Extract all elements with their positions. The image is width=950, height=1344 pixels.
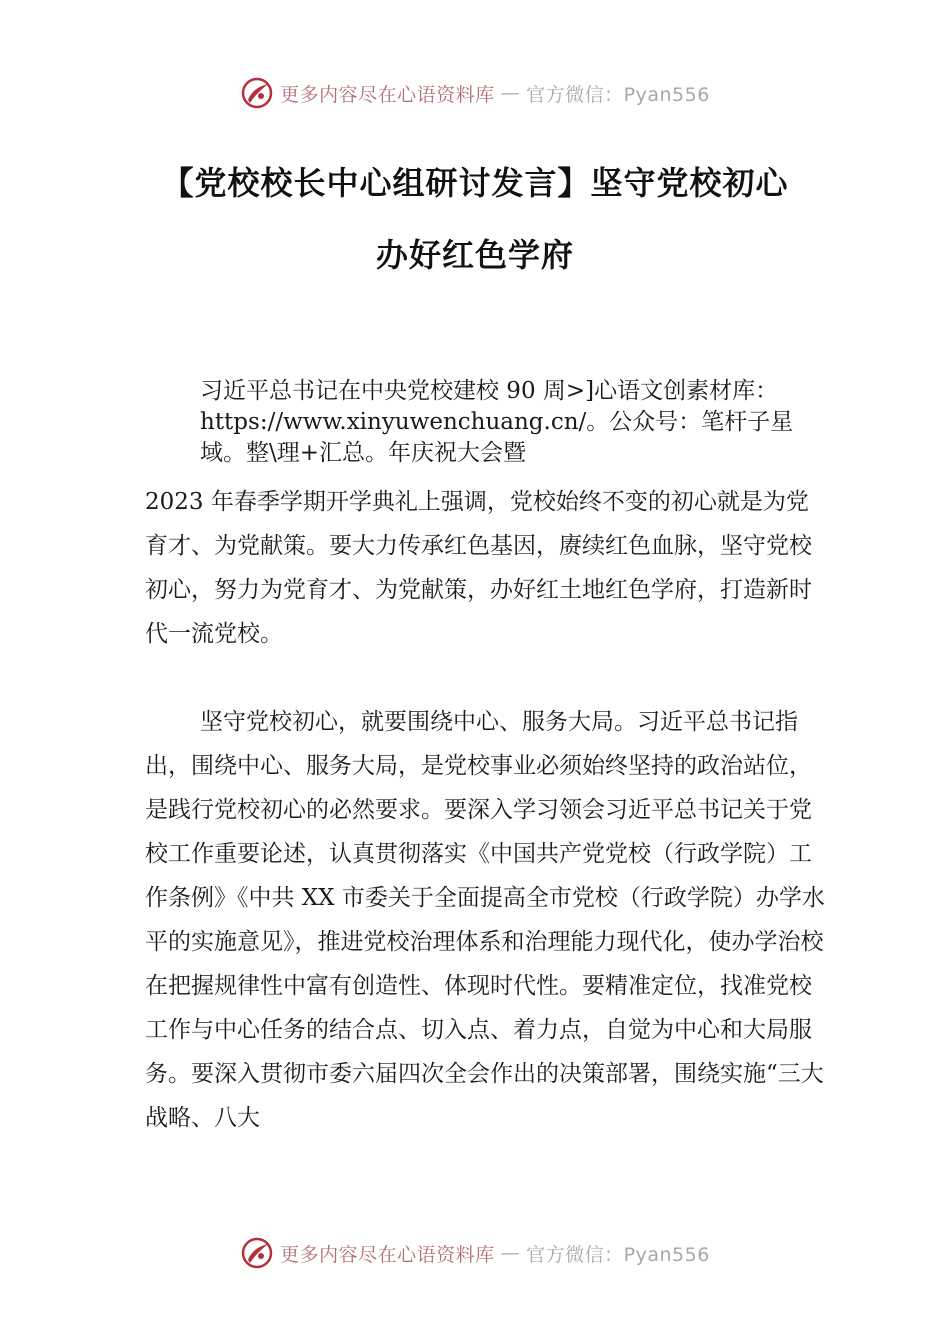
intro-paragraph: 习近平总书记在中央党校建校 90 周>]心语文创素材库：https://www.xinyuwenchuang.cn/。公众号：笔杆子星域。整\理+汇总。年庆祝大会暨	[200, 378, 794, 466]
watermark-contact-text: 官方微信：Pyan556	[526, 1243, 710, 1266]
header-watermark	[0, 76, 950, 110]
red-seal-brush-logo-icon	[240, 76, 274, 110]
body-paragraph-1: 2023 年春季学期开学典礼上强调，党校始终不变的初心就是为党育才、为党献策。要大力传承红色基因，赓续红色血脉，坚守党校初心，努力为党育才、为党献策，办好红土地红色学府，打造新时代一流党校。	[145, 489, 812, 647]
document-title-line2: 办好红色学府	[375, 236, 574, 274]
watermark-separator: —	[500, 82, 521, 104]
document-title-line1: 【党校校长中心组研讨发言】坚守党校初心	[161, 164, 789, 202]
watermark-site-text: 更多内容尽在心语资料库	[280, 83, 495, 106]
watermark-separator: —	[500, 1242, 521, 1264]
footer-watermark	[0, 1236, 950, 1270]
watermark-site-text: 更多内容尽在心语资料库	[280, 1243, 495, 1266]
body-paragraph-2: 坚守党校初心，就要围绕中心、服务大局。习近平总书记指出，围绕中心、服务大局，是党校事业必须始终坚持的政治站位，是践行党校初心的必然要求。要深入学习领会习近平总书记关于党校工作重要论述，认真贯彻落实《中国共产党党校（行政学院）工作条例》《中共 XX 市委关于全面提高全市党校（行政学院）办学水平的实施意见》，推进党校治理体系和治理能力现代化，使办学治校在把握规律性中富有创造性、体现时代性。要精准定位，找准党校工作与中心任务的结合点、切入点、着力点，自觉为中心和大局服务。要深入贯彻市委六届四次全会作出的决策部署，围绕实施“三大战略、八大	[145, 709, 825, 1131]
watermark-contact-text: 官方微信：Pyan556	[526, 83, 710, 106]
red-seal-brush-logo-icon	[240, 1236, 274, 1270]
